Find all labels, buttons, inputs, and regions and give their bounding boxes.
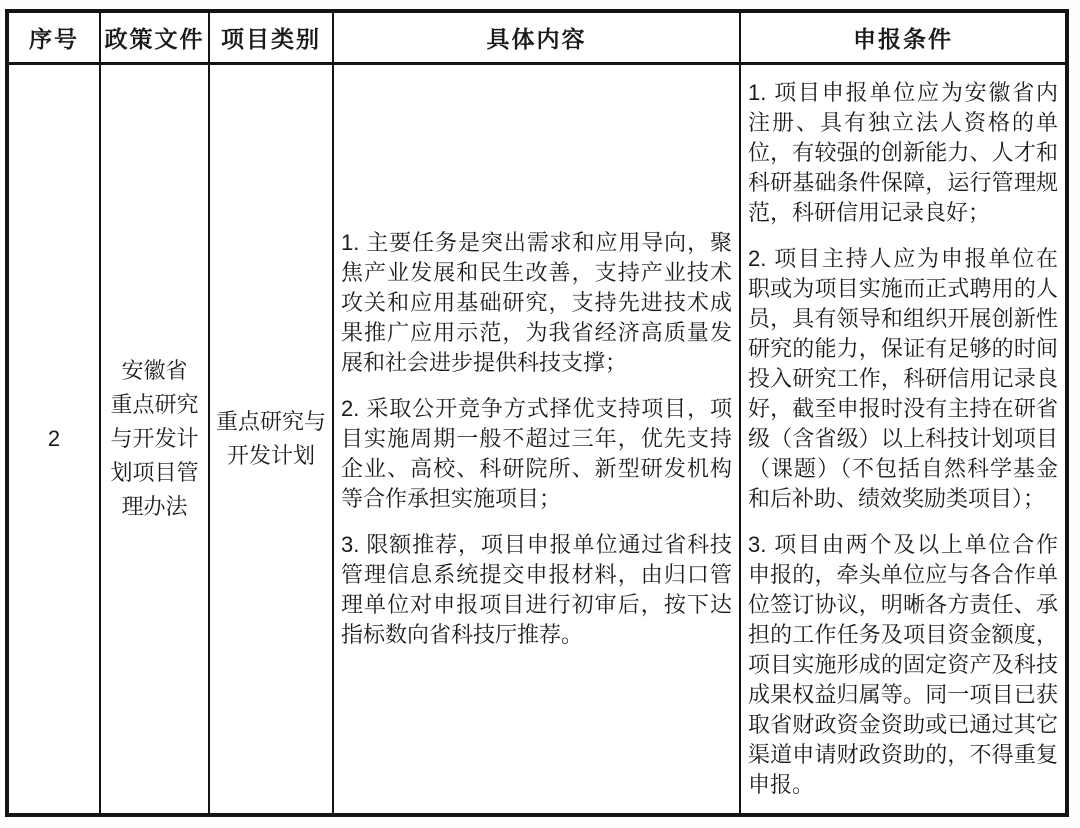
- cell-project-category: [210, 65, 334, 813]
- policy-document-line: 与开发计: [110, 426, 199, 451]
- project-category-line: 重点研究与: [215, 409, 326, 434]
- header-cell-policy-document: [101, 13, 210, 65]
- condition-paragraph-1: 1. 项目申报单位应为安徽省内注册、具有独立法人资格的单位，有较强的创新能力、人才和科研基础条件保障，运行管理规范，科研信用记录良好；: [748, 80, 1058, 225]
- policy-document-line: 重点研究: [110, 392, 199, 417]
- header-label-application-conditions: 申报条件: [853, 26, 953, 52]
- header-cell-specific-content: [334, 13, 741, 65]
- cell-application-conditions: [741, 65, 1065, 813]
- header-label-policy-document: 政策文件: [104, 26, 205, 52]
- policy-document-line: 理办法: [121, 494, 188, 519]
- header-cell-project-category: [210, 13, 334, 65]
- header-label-serial-number: 序号: [29, 26, 79, 52]
- project-category-line: 开发计划: [226, 443, 315, 468]
- condition-paragraph-2: 2. 项目主持人应为申报单位在职或为项目实施而正式聘用的人员，具有领导和组织开展创新性研究的能力，保证有足够的时间投入研究工作，科研信用记录良好，截至申报时没有主持在研省级（含省级）以上科技计划项目（课题）（不包括自然科学基金和后补助、绩效奖励类项目）；: [748, 246, 1058, 511]
- header-cell-serial-number: [9, 13, 101, 65]
- cell-serial-number: [9, 65, 101, 813]
- serial-number-value: 2: [47, 426, 61, 451]
- policy-document-line: 安徽省: [121, 358, 188, 383]
- header-label-project-category: 项目类别: [221, 26, 321, 52]
- header-label-specific-content: 具体内容: [486, 26, 587, 52]
- condition-paragraph-3: 3. 项目由两个及以上单位合作申报的，牵头单位应与各合作单位签订协议，明晰各方责任、承担的工作任务及项目资金额度，项目实施形成的固定资产及科技成果权益归属等。同一项目已获取省财政资金资助或已通过其它渠道申请财政资助的，不得重复申报。: [748, 532, 1058, 797]
- cell-specific-content: [334, 65, 741, 813]
- cell-policy-document: [101, 65, 210, 813]
- content-paragraph-3: 3. 限额推荐，项目申报单位通过省科技管理信息系统提交申报材料，由归口管理单位对申报项目进行初审后，按下达指标数向省科技厅推荐。: [341, 532, 732, 647]
- header-cell-application-conditions: [741, 13, 1065, 65]
- content-paragraph-2: 2. 采取公开竞争方式择优支持项目，项目实施周期一般不超过三年，优先支持企业、高校、科研院所、新型研发机构等合作承担实施项目；: [341, 396, 732, 511]
- policy-document-line: 划项目管: [110, 460, 199, 485]
- content-paragraph-1: 1. 主要任务是突出需求和应用导向，聚焦产业发展和民生改善，支持产业技术攻关和应用基础研究，支持先进技术成果推广应用示范，为我省经济高质量发展和社会进步提供科技支撑；: [341, 230, 732, 375]
- policy-table: [5, 9, 1069, 817]
